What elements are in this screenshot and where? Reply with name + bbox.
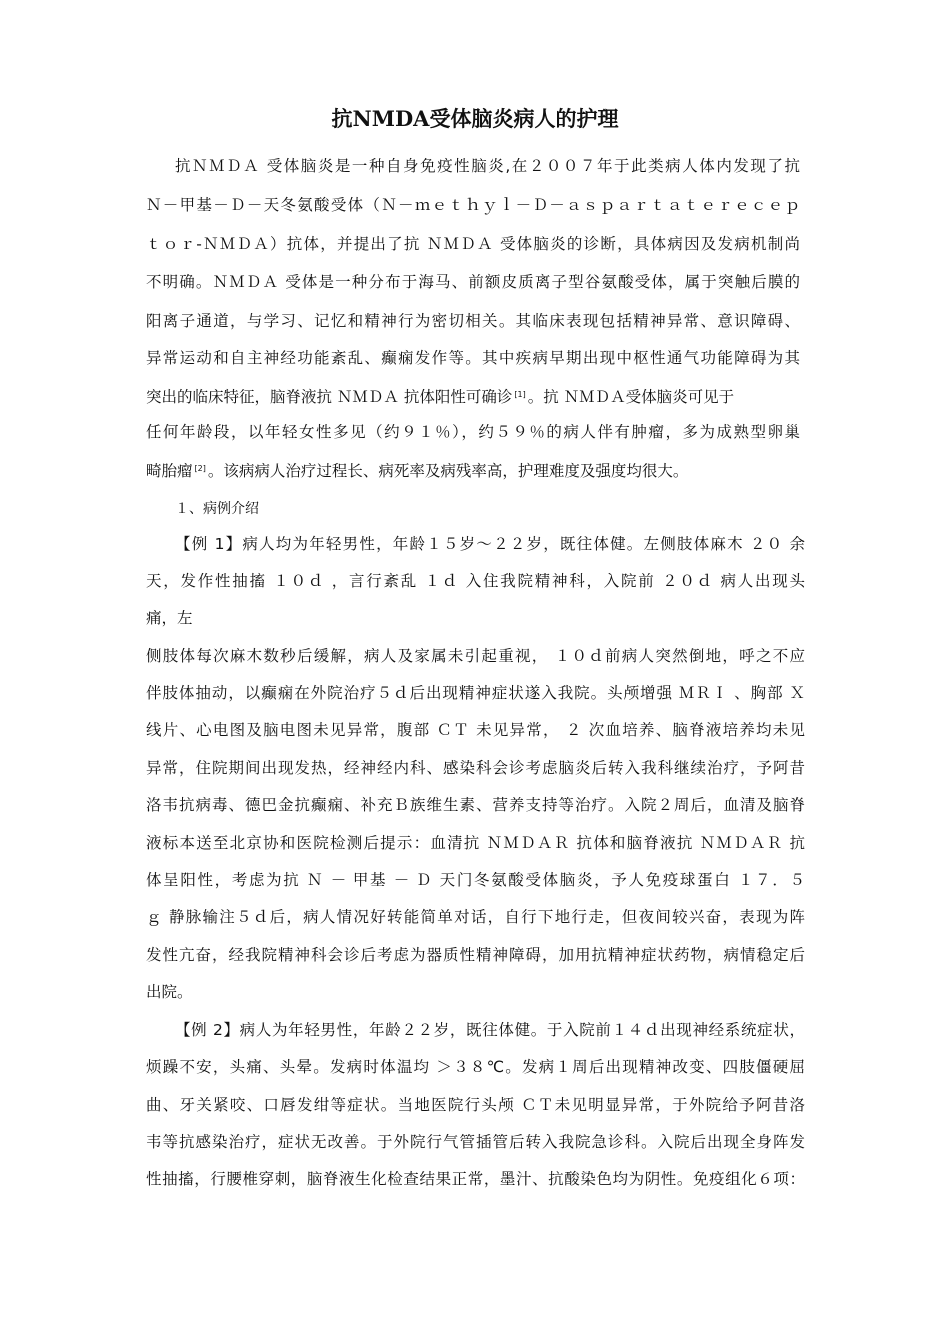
text-line: 痛，左 — [146, 609, 193, 627]
text-line: 曲、牙关紧咬、口唇发绀等症状。当地医院行头颅 ＣＴ未见明显异常，于外院给予阿昔洛 — [146, 1096, 805, 1114]
section-heading: １、病例介绍 — [175, 501, 259, 517]
text-line: 【例 2】病人为年轻男性，年龄２２岁，既往体健。于入院前１４ｄ出现神经系统症状， — [175, 1021, 805, 1039]
text-line: 侧肢体每次麻木数秒后缓解，病人及家属未引起重视， １０ｄ前病人突然倒地，呼之不应 — [146, 647, 805, 665]
text-line: 出院。 — [146, 983, 193, 1001]
text-line: 阳离子通道，与学习、记忆和精神行为密切相关。其临床表现包括精神异常、意识障碍、 — [146, 312, 800, 330]
text-line: 体呈阳性，考虑为抗 Ｎ － 甲基 － Ｄ 天门冬氨酸受体脑炎，予人免疫球蛋白 １７．５ — [146, 871, 805, 889]
text-line: 伴肢体抽动，以癫痫在外院治疗５ｄ后出现精神症状遂入我院。头颅增强 ＭＲＩ 、胸部 Ｘ — [146, 684, 805, 702]
text-line: 性抽搐，行腰椎穿刺，脑脊液生化检查结果正常，墨汁、抗酸染色均为阴性。免疫组化６项： — [146, 1170, 805, 1188]
text-line-with-citation — [146, 384, 734, 408]
text-line: 韦等抗感染治疗，症状无改善。于外院行气管插管后转入我院急诊科。入院后出现全身阵发 — [146, 1133, 805, 1151]
text-line-with-citation — [146, 458, 688, 482]
citation-ref: [1] — [514, 390, 526, 399]
text-segment: 畸胎瘤 — [146, 462, 193, 480]
text-line: 【例 1】病人均为年轻男性，年龄１５岁～２２岁，既往体健。左侧肢体麻木 ２０ 余 — [175, 535, 805, 553]
document-title: 抗NMDA受体脑炎病人的护理 — [331, 106, 619, 131]
text-line: 天，发作性抽搐 １０ｄ ，言行紊乱 １ｄ 入住我院精神科，入院前 ２０ｄ 病人出现头 — [146, 572, 805, 590]
text-line: 不明确。ＮＭＤＡ 受体是一种分布于海马、前额皮质离子型谷氨酸受体，属于突触后膜的 — [146, 273, 800, 291]
text-line: 发性亢奋，经我院精神科会诊后考虑为器质性精神障碍，加用抗精神症状药物，病情稳定后 — [146, 946, 805, 964]
text-line: 异常，住院期间出现发热，经神经内科、感染科会诊考虑脑炎后转入我科继续治疗，予阿昔 — [146, 759, 805, 777]
text-line: 任何年龄段，以年轻女性多见（约９１％），约５９％的病人伴有肿瘤，多为成熟型卵巢 — [146, 423, 800, 441]
text-line: 烦躁不安，头痛、头晕。发病时体温均 ＞３８℃。发病１周后出现精神改变、四肢僵硬屈 — [146, 1058, 805, 1076]
citation-ref: [2] — [194, 464, 206, 473]
text-line: 液标本送至北京协和医院检测后提示：血清抗 ＮＭＤＡＲ 抗体和脑脊液抗 ＮＭＤＡＲ 抗 — [146, 834, 805, 852]
text-segment: 。抗 ＮＭＤＡ受体脑炎可见于 — [527, 388, 735, 406]
text-line: 线片、心电图及脑电图未见异常，腹部 ＣＴ 未见异常， ２ 次血培养、脑脊液培养均未见 — [146, 721, 805, 739]
text-line: ｇ 静脉输注５ｄ后，病人情况好转能简单对话，自行下地行走，但夜间较兴奋，表现为阵 — [146, 908, 805, 926]
text-line: 抗ＮＭＤＡ 受体脑炎是一种自身免疫性脑炎,在２００７年于此类病人体内发现了抗 — [175, 157, 800, 175]
text-line: Ｎ－甲基－Ｄ－天冬氨酸受体（Ｎ－ｍｅｔｈｙｌ－Ｄ－ａｓｐａｒｔａｔｅｒｅｃｅｐ — [146, 196, 800, 214]
text-segment: 。该病病人治疗过程长、病死率及病残率高，护理难度及强度均很大。 — [207, 462, 689, 480]
text-segment: 突出的临床特征，脑脊液抗 ＮＭＤＡ 抗体阳性可确诊 — [146, 388, 513, 406]
text-line: ｔｏｒ-ＮＭＤＡ）抗体，并提出了抗 ＮＭＤＡ 受体脑炎的诊断，具体病因及发病机制尚 — [146, 235, 800, 253]
text-line: 洛韦抗病毒、德巴金抗癫痫、补充Ｂ族维生素、营养支持等治疗。入院２周后，血清及脑脊 — [146, 796, 805, 814]
text-line: 异常运动和自主神经功能紊乱、癫痫发作等。其中疾病早期出现中枢性通气功能障碍为其 — [146, 349, 800, 367]
